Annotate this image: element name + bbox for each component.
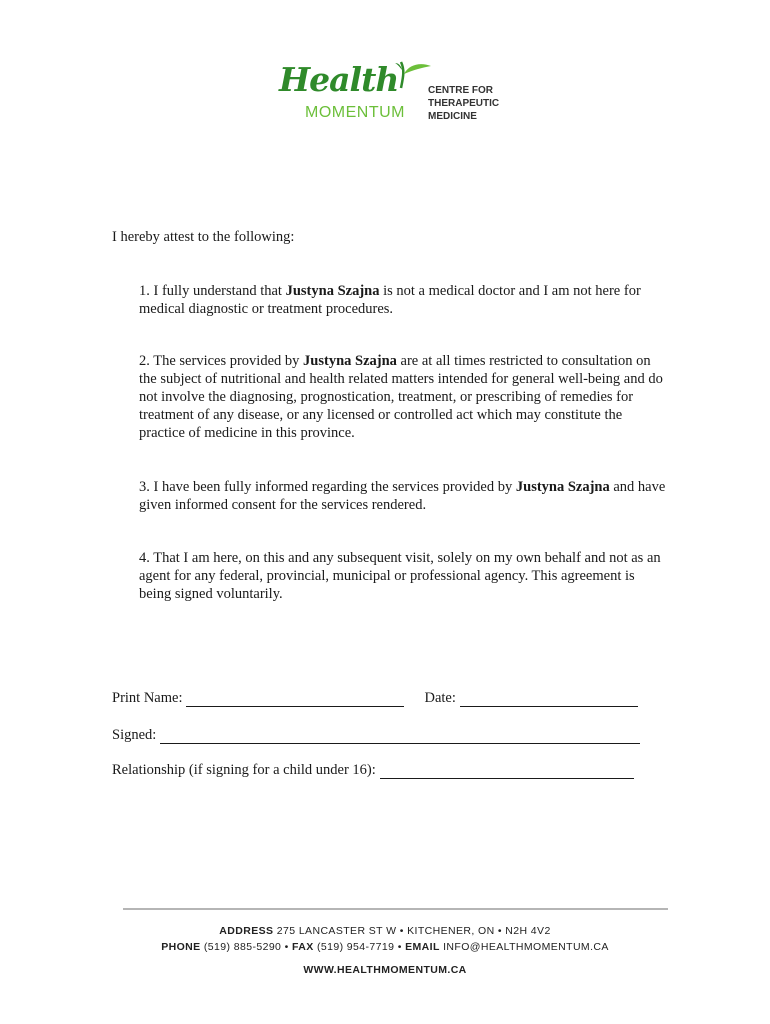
date-field[interactable]: [460, 692, 638, 707]
attestation-clause-3: [139, 478, 669, 514]
logo-tagline-line: MEDICINE: [428, 111, 477, 122]
phone-label: PHONE: [161, 941, 201, 953]
clause-text: 1. I fully understand that: [139, 283, 286, 299]
health-momentum-logo: [279, 60, 509, 126]
signature-row: [112, 727, 640, 744]
practitioner-name: Justyna Szajna: [285, 283, 380, 299]
date-label: Date:: [424, 690, 456, 706]
print-name-label: Print Name:: [112, 690, 183, 706]
address-text: 275 LANCASTER ST W • KITCHENER, ON • N2H 4V2: [276, 925, 551, 937]
signature-field[interactable]: [160, 729, 640, 744]
clause-text: are at all times restricted to consultation on the subject of nutritional and health related matters intended for general well-being and do not involve the diagnosing, prognostication, treatment, or prescribing of remedies for treatment of any disease, or any licensed or controlled act which may constitute the practice of medicine in this province.: [139, 353, 663, 441]
email-text: INFO@HEALTHMOMENTUM.CA: [443, 941, 609, 953]
practitioner-name: Justyna Szajna: [515, 479, 610, 495]
practitioner-name: Justyna Szajna: [303, 353, 397, 369]
attestation-clause-1: [139, 282, 669, 318]
footer-website: WWW.HEALTHMOMENTUM.CA: [303, 964, 467, 976]
signed-label: Signed:: [112, 727, 157, 743]
footer-contact: [0, 941, 770, 953]
logo-momentum-wordmark: MOMENTUM: [305, 104, 405, 121]
logo-tagline: [428, 84, 528, 123]
attestation-clause-4: [139, 549, 669, 603]
logo-health-wordmark: Health: [279, 60, 399, 99]
footer-divider: [123, 908, 668, 910]
relationship-row: [112, 762, 634, 779]
print-name-field[interactable]: [186, 692, 404, 707]
relationship-field[interactable]: [380, 764, 634, 779]
logo-tagline-line: CENTRE FOR: [428, 85, 493, 96]
fax-label: FAX: [292, 941, 314, 953]
phone-text: (519) 885-5290 •: [203, 941, 289, 953]
footer-address: [0, 925, 770, 937]
clause-text: and have given informed consent for the services rendered.: [139, 479, 666, 513]
address-label: ADDRESS: [219, 925, 274, 937]
logo-tagline-line: THERAPEUTIC: [428, 98, 500, 109]
intro-statement: I hereby attest to the following:: [112, 229, 295, 245]
clause-text: 3. I have been fully informed regarding the services provided by: [139, 479, 516, 495]
attestation-clause-2: [139, 352, 669, 442]
print-name-date-row: [112, 690, 638, 707]
clause-text: 4. That I am here, on this and any subsequent visit, solely on my own behalf and not as an agent for any federal, provincial, municipal or professional agency. This agreement is being signed voluntarily.: [139, 550, 661, 602]
clause-text: 2. The services provided by: [139, 353, 304, 369]
relationship-label: Relationship (if signing for a child under 16):: [112, 762, 376, 778]
clause-text: is not a medical doctor and I am not here for medical diagnostic or treatment procedures.: [139, 283, 641, 317]
email-label: EMAIL: [405, 941, 440, 953]
fax-text: (519) 954-7719 •: [316, 941, 402, 953]
